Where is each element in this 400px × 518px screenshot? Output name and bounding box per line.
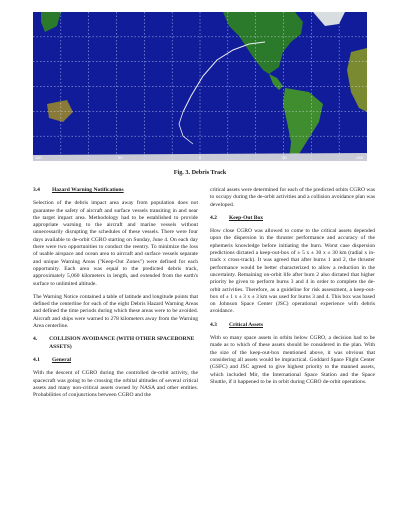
section-title: Hazard Warning Notifications xyxy=(51,187,124,193)
map-label-1: 180 xyxy=(35,155,42,160)
map-label-4: -90 xyxy=(281,155,287,160)
paragraph: How close CGRO was allowed to come to the critical assets depended upon the dispersion in the thruster performance and accuracy of the ephemeris knowledge before initiating the burn. Worst case dispersion predictions dictated a keep-out-box of ± 5 x ± 30 x ± 30 km (radial x in-track x cross-track). It was agreed that after burns 1 and 2, the thruster performance would be better characterized to allow a reduction in the uncertainty. Remaining on-orbit life after burn 2 also dictated that higher priority be given to perform burns 3 and 4 in order to complete the de-orbit activities. Therefore, as a guideline for risk assessment, a keep-out-box of ± 1 x ± 3 x ± 3 km was used for burns 3 and 4. This box was based on Johnson Space Center (JSC) operational experience with debris avoidance. xyxy=(210,228,375,315)
section-4-heading xyxy=(33,336,198,351)
debris-track-map xyxy=(33,12,367,161)
section-title: Keep-Out Box xyxy=(228,214,263,221)
paragraph: With so many space assets in orbits below CGRO, a decision had to be made as to which of these assets should be considered in the plan. With the size of the keep-out-box mentioned above, it was obvious that considering all assets would be impractical. Goddard Space Flight Center (GSFC) and JSC agreed to give highest priority to the manned assets, which included Mir, the International Space Station and the Space Shuttle, if it happened to be in orbit during CGRO de-orbit operations. xyxy=(210,335,375,385)
paragraph: With the descent of CGRO during the controlled de-orbit activity, the spacecraft was going to be crossing the orbital altitudes of several critical assets and many non-critical assets owned by NASA and other entities. Probabilities of conjunctions between CGRO and the xyxy=(33,370,198,399)
section-number: 4.3 xyxy=(210,321,217,328)
section-4-1-heading xyxy=(33,357,198,364)
section-number: 3.4 xyxy=(33,187,40,193)
section-4-2-heading xyxy=(210,215,375,222)
section-title: General xyxy=(51,356,72,363)
section-3-4-heading xyxy=(33,187,198,194)
map-label-5: -180 xyxy=(355,155,364,160)
paragraph: The Warning Notice contained a table of latitude and longitude points that defined the centerline for each of the eight Debris Hazard Warning Areas and defined the time periods during which these areas were to be avoided. Aircraft and ships were warned to 278 kilometers away from the Warning Area centerline. xyxy=(33,293,198,330)
paragraph: critical assets were determined for each of the predicted orbits CGRO was to occupy during the de-orbit activities and a collision avoidance plan was developed. xyxy=(210,187,375,208)
section-number: 4. xyxy=(33,336,38,343)
paragraph: Selection of the debris impact area away from population does not guarantee the safety of aircraft and surface vessels transiting in and near the target impact area. Methodology had to be established to provide appropriate warning to the aircraft and marine vessels without unnecessarily disrupting the schedules of these vessels. There were four days available to de-orbit CGRO starting on Sunday, June 4. On each day there were two opportunities to conduct the reentry. To minimize the loss of usable airspace and ocean area to aircraft and surface vessels separate and unique Warning Areas ("Keep-Out Zones") were defined for each opportunity. Each area was equal to the predicted debris track, approximately 5,060 kilometers in length, and extended from the earth's surface to unlimited altitude. xyxy=(33,200,198,287)
section-number: 4.2 xyxy=(210,214,217,221)
map-label-2: 90 xyxy=(118,155,123,160)
right-column xyxy=(210,187,375,392)
section-title: COLLISION AVOIDANCE (WITH OTHER SPACEBORNE ASSETS) xyxy=(49,336,195,350)
section-4-3-heading xyxy=(210,322,375,329)
map-label-3: 0 xyxy=(199,155,202,160)
figure-caption: Fig. 3. Debris Track xyxy=(173,169,227,176)
left-column xyxy=(33,187,198,405)
section-number: 4.1 xyxy=(33,356,40,363)
section-title: Critical Assets xyxy=(228,321,263,328)
